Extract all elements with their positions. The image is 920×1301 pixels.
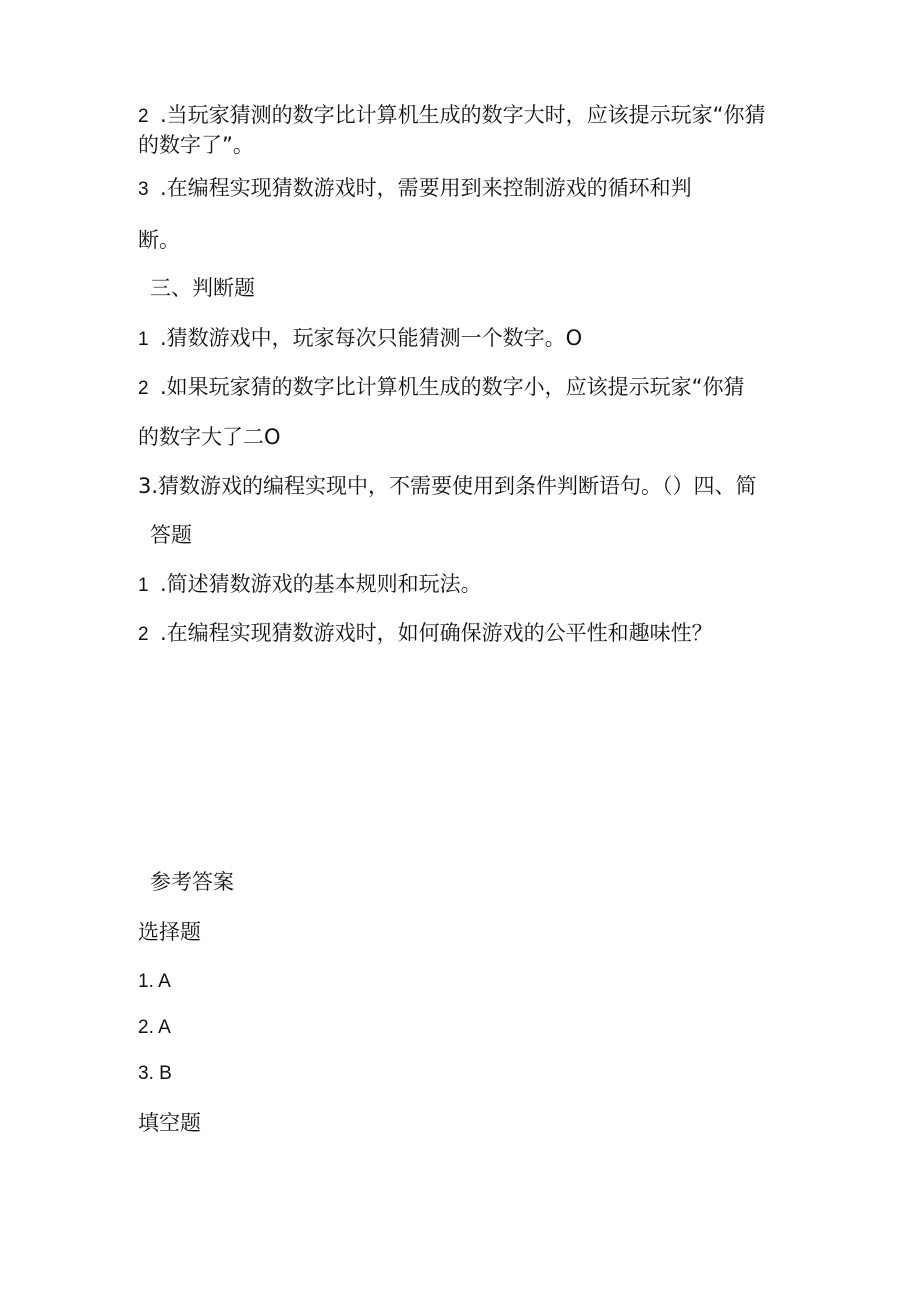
- line-tf-q1: [138, 326, 582, 352]
- question-number: 1: [138, 575, 149, 596]
- question-number: 1: [138, 329, 149, 350]
- line-fill-q2-a: [138, 103, 766, 129]
- fill-heading: 填空题: [138, 1111, 201, 1135]
- line-fill-q3-b: 断。: [138, 228, 180, 252]
- section-heading-short-answer: 答题: [150, 523, 192, 547]
- line-sa-q1: [138, 572, 482, 598]
- line-fill-q2-b: 的数字了”。: [138, 133, 254, 157]
- answers-heading: 参考答案: [150, 870, 234, 894]
- answer-item: 3. B: [138, 1063, 172, 1084]
- question-number: 3: [138, 179, 149, 200]
- question-text: .在编程实现猜数游戏时，需要用到来控制游戏的循环和判: [160, 176, 692, 200]
- question-number: 2: [138, 106, 149, 127]
- question-text: .当玩家猜测的数字比计算机生成的数字大时，应该提示玩家“你猜: [160, 103, 766, 127]
- line-tf-q3: 3.猜数游戏的编程实现中，不需要使用到条件判断语句。（）四、简: [138, 474, 757, 498]
- question-text: .简述猜数游戏的基本规则和玩法。: [160, 572, 482, 596]
- question-number: 2: [138, 624, 149, 645]
- question-text: .如果玩家猜的数字比计算机生成的数字小，应该提示玩家“你猜: [160, 375, 745, 399]
- line-sa-q2: [138, 621, 713, 647]
- line-tf-q2-a: [138, 375, 745, 401]
- answer-item: 1. A: [138, 971, 171, 992]
- line-fill-q3-a: [138, 176, 692, 202]
- question-text: .在编程实现猜数游戏时，如何确保游戏的公平性和趣味性？: [160, 621, 713, 645]
- choice-heading: 选择题: [138, 920, 201, 944]
- section-heading-true-false: 三、判断题: [150, 276, 255, 300]
- answer-item: 2. A: [138, 1017, 171, 1038]
- question-text: .猜数游戏中，玩家每次只能猜测一个数字。O: [160, 326, 583, 350]
- question-number: 2: [138, 378, 149, 399]
- line-tf-q2-b: 的数字大了二O: [138, 425, 281, 449]
